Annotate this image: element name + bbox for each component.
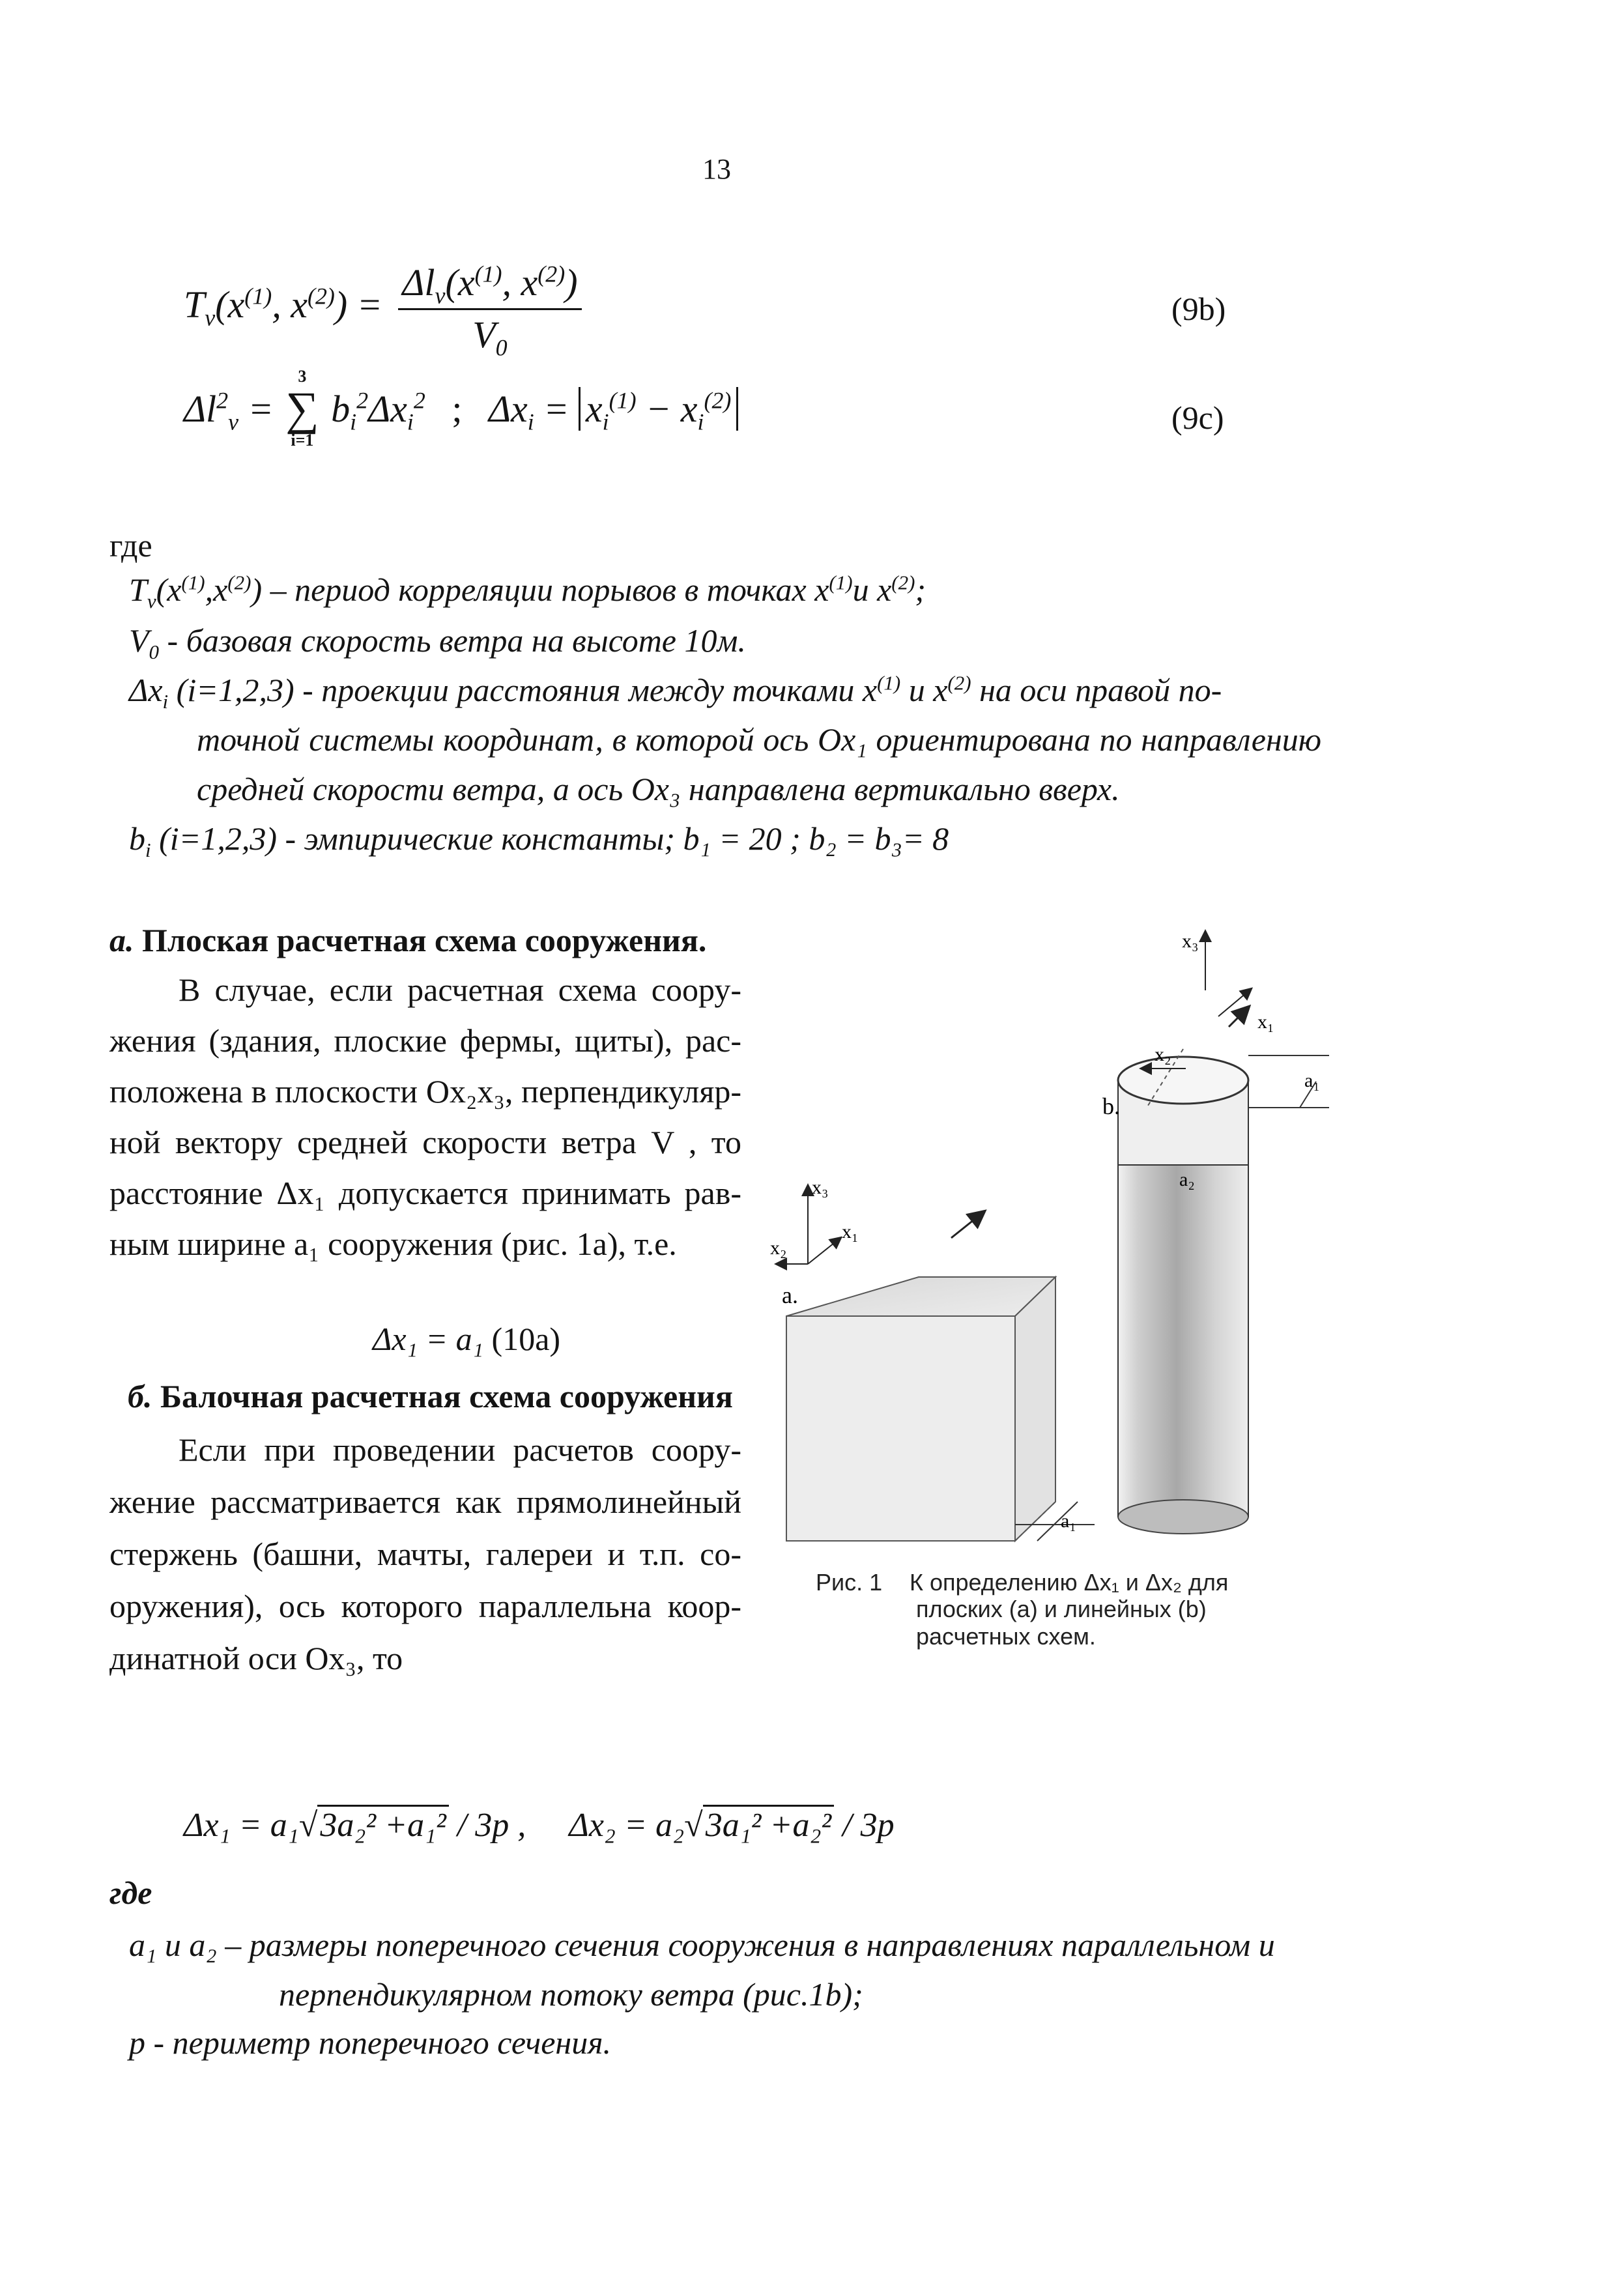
definition-dx-line1: $\Delta x_i$ (i=1,2,3) - проекции расстояния между точками $x^{(1)}$ и $x^{(2)}$ на оси правой по- [129, 671, 1222, 713]
cube-diagram [770, 1177, 1095, 1541]
x1-axis-arrow [808, 1238, 840, 1264]
svg-text:x₂: x₂ [770, 1237, 787, 1259]
figure-caption: К определению Δx₁ и Δx₂ для плоских (a) и линейных (b) расчетных схем. [910, 1569, 1229, 1650]
cube-top-face [786, 1277, 1055, 1316]
definition-tv: $T_v(x^{(1)},x^{(2)})$ – период корреляции порывов в точках $x^{(1)}и$ $x^{(2)}$; [129, 571, 926, 612]
section-a-heading: a. Плоская расчетная схема сооружения. [109, 922, 707, 958]
cylinder-diagram [1102, 930, 1329, 1534]
svg-text:x₁: x₁ [1257, 1011, 1274, 1033]
equation-tower: Δx₁ = a₁√3a₂² +a₁² / 3p , Δx₂ = a₂√3a₁² +a₂² / 3p [184, 1806, 895, 1844]
definition-bi: $b_i$ (i=1,2,3) - эмпирические константы; b₁ = 20 ; b₂ = b₃= 8 [129, 820, 949, 861]
svg-text:x₂: x₂ [1155, 1044, 1171, 1065]
cube-front-face [786, 1316, 1015, 1541]
section-b-paragraph: Если при проведении расчетов соору- жение рассматривается как прямолинейный стержень (башни, мачты, галереи и т.п. со- оружения), ось которого параллельна коор- динатной оси Ox₃, то [109, 1431, 741, 1676]
cube-a1-label: a₁ [1061, 1510, 1076, 1532]
cube-a-label: a. [782, 1282, 798, 1308]
figure-1-diagram [756, 912, 1329, 1551]
page-number: 13 [702, 153, 731, 185]
svg-text:x₃: x₃ [1182, 930, 1199, 952]
cylinder-top-ellipse [1118, 1057, 1248, 1104]
equation-9c: $\Delta l^2_v$ = 3 ∑ i=1 $b_i^2\Delta x_i^2$ ; $\Delta x_i = x_i^{(1)} - x_i^{(2)}$ [184, 368, 738, 449]
equation-9c-tag: (9c) [1171, 399, 1224, 436]
where-label: где [109, 527, 152, 564]
wind-vector-arrow [951, 1212, 984, 1238]
equation-9b-tag: (9b) [1171, 291, 1226, 327]
equation-10a: Δx₁ = a₁ (10a) [373, 1321, 561, 1357]
cylinder-a1-label: a₁ [1304, 1070, 1320, 1091]
definition-a1-a2-cont: перпендикулярном потоку ветра (рис.1b); [279, 1976, 863, 2013]
equation-9b: $T_v(x^{(1)}$, $x^{(2)}$) = $\frac{\Delta l_v(x^{(1)}, x^{(2)})}{V_0}$ [184, 261, 582, 356]
cylinder-b-label: b. [1102, 1093, 1120, 1119]
section-a-paragraph: В случае, если расчетная схема соору- жения (здания, плоские фермы, щиты), рас- положена в плоскости Ox₂x₃, перпендикуляр- ной вектору средней скорости ветра V , то расстояние Δx₁ допускается принимать рав- ным ширине a₁ сооружения (рис. 1а), т.е. [109, 971, 741, 1262]
svg-text:x₃: x₃ [812, 1177, 829, 1198]
where-label-2: где [109, 1874, 152, 1911]
definition-p: p - периметр поперечного сечения. [129, 2024, 611, 2061]
cube-side-face [1015, 1277, 1055, 1541]
cylinder-a2-label: a₂ [1179, 1169, 1195, 1190]
figure-number: Рис. 1 [816, 1569, 883, 1596]
section-b-heading: б. Балочная расчетная схема сооружения [128, 1378, 733, 1414]
svg-text:x₁: x₁ [842, 1221, 859, 1242]
definition-dx-line3: средней скорости ветра, а ось Ox₃ направлена вертикально вверх. [197, 771, 1120, 807]
definition-a1-a2: a₁ и a₂ – размеры поперечного сечения сооружения в направлениях параллельном и [129, 1927, 1275, 1963]
definition-dx-line2: точной системы координат, в которой ось Ox₁ ориентирована по направлению [197, 721, 1321, 758]
definition-v0: $V_0$ - базовая скорость ветра на высоте 10м. [129, 622, 746, 663]
